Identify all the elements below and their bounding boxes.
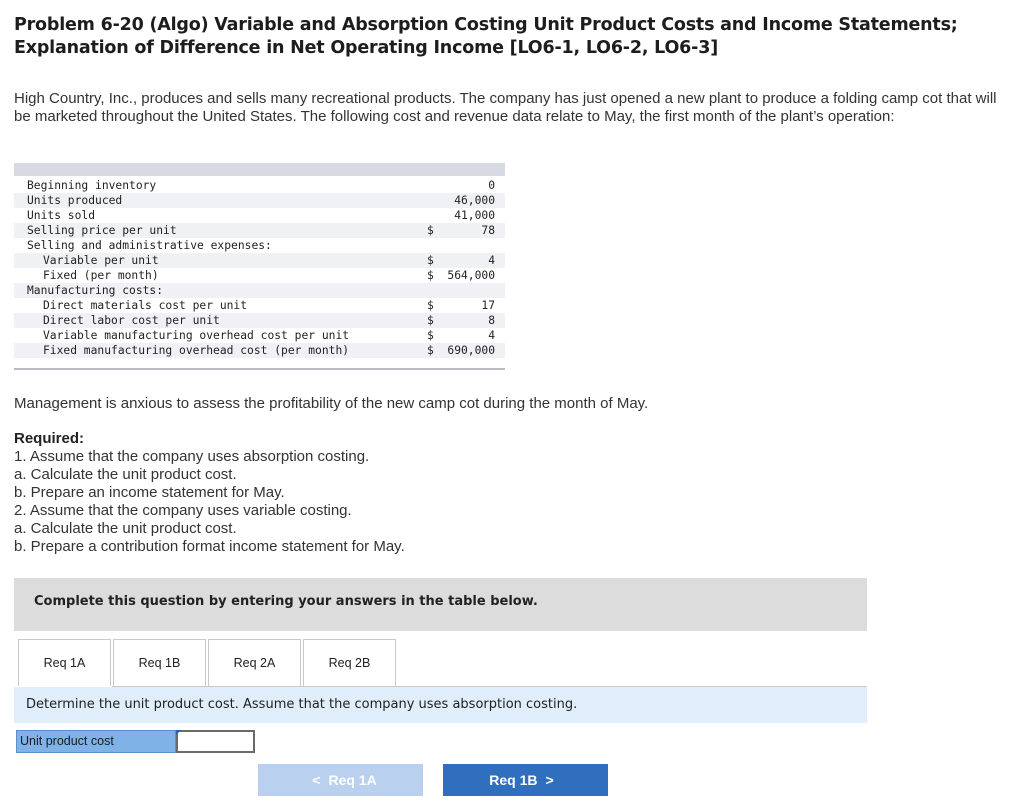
prev-req-button[interactable] <box>258 764 423 796</box>
row-label: Manufacturing costs: <box>27 284 164 297</box>
unit-product-cost-label: Unit product cost <box>16 730 176 753</box>
tab-instruction-bar <box>14 687 867 723</box>
table-row <box>14 193 505 208</box>
row-dollar: $ <box>427 314 434 327</box>
required-item: 1. Assume that the company uses absorption costing. <box>14 448 370 465</box>
tab-instruction-text: Determine the unit product cost. Assume that the company uses absorption costing. <box>26 697 578 712</box>
tab-req-1b[interactable]: Req 1B <box>113 639 206 686</box>
table-row <box>14 328 505 343</box>
row-value: 46,000 <box>454 194 495 207</box>
required-item: a. Calculate the unit product cost. <box>14 520 237 537</box>
row-value: 78 <box>481 224 495 237</box>
row-label: Beginning inventory <box>27 179 157 192</box>
row-label: Fixed (per month) <box>43 269 159 282</box>
problem-title-line1: Problem 6-20 (Algo) Variable and Absorption Costing Unit Product Costs and Income Statements; <box>14 15 958 35</box>
instructions-banner <box>14 578 867 631</box>
prev-req-label: Req 1A <box>328 772 377 788</box>
table-row <box>14 313 505 328</box>
required-item: b. Prepare a contribution format income statement for May. <box>14 538 405 555</box>
row-label: Units produced <box>27 194 123 207</box>
table-row <box>14 268 505 283</box>
row-value: 0 <box>488 179 495 192</box>
required-list <box>14 448 405 556</box>
table-row <box>14 208 505 223</box>
row-dollar: $ <box>427 224 434 237</box>
table-row <box>14 283 505 298</box>
row-label: Fixed manufacturing overhead cost (per month) <box>43 344 350 357</box>
row-label: Variable manufacturing overhead cost per unit <box>43 329 350 342</box>
chevron-left-icon: < <box>312 772 321 788</box>
input-corner-marker <box>176 730 181 735</box>
next-req-label: Req 1B <box>489 772 538 788</box>
next-req-button[interactable] <box>443 764 608 796</box>
row-dollar: $ <box>427 344 434 357</box>
problem-intro: High Country, Inc., produces and sells many recreational products. The company has just opened a new plant to produce a folding camp cot that will be marketed throughout the United States. The following cost and revenue data relate to May, the first month of the plant’s operation: <box>14 90 997 125</box>
table-row <box>14 178 505 193</box>
table-row <box>14 238 505 253</box>
table-row <box>14 253 505 268</box>
row-dollar: $ <box>427 269 434 282</box>
row-value: 17 <box>481 299 495 312</box>
row-label: Units sold <box>27 209 96 222</box>
problem-title-line2: Explanation of Difference in Net Operating Income [LO6-1, LO6-2, LO6-3] <box>14 38 719 58</box>
chevron-right-icon: > <box>545 772 554 788</box>
row-value: 4 <box>488 254 495 267</box>
tab-req-2a[interactable]: Req 2A <box>208 639 301 686</box>
management-text: Management is anxious to assess the profitability of the new camp cot during the month of May. <box>14 395 649 412</box>
instructions-banner-text: Complete this question by entering your answers in the table below. <box>34 594 538 609</box>
unit-product-cost-input[interactable] <box>176 730 255 753</box>
cost-data-table <box>14 163 505 370</box>
row-label: Direct materials cost per unit <box>43 299 248 312</box>
row-dollar: $ <box>427 299 434 312</box>
required-item: a. Calculate the unit product cost. <box>14 466 237 483</box>
table-row <box>14 343 505 358</box>
required-heading: Required: <box>14 430 85 447</box>
required-item: b. Prepare an income statement for May. <box>14 484 285 501</box>
row-value: 4 <box>488 329 495 342</box>
row-label: Selling price per unit <box>27 224 177 237</box>
row-label: Variable per unit <box>43 254 159 267</box>
row-label: Selling and administrative expenses: <box>27 239 272 252</box>
row-dollar: $ <box>427 254 434 267</box>
row-dollar: $ <box>427 329 434 342</box>
tab-req-2b[interactable]: Req 2B <box>303 639 396 686</box>
table-row <box>14 223 505 238</box>
row-value: 564,000 <box>447 269 495 282</box>
row-value: 8 <box>488 314 495 327</box>
row-label: Direct labor cost per unit <box>43 314 220 327</box>
row-value: 690,000 <box>447 344 495 357</box>
table-row <box>14 298 505 313</box>
row-value: 41,000 <box>454 209 495 222</box>
problem-title <box>14 14 1014 60</box>
required-item: 2. Assume that the company uses variable costing. <box>14 502 352 519</box>
tab-req-1a[interactable]: Req 1A <box>18 639 111 686</box>
